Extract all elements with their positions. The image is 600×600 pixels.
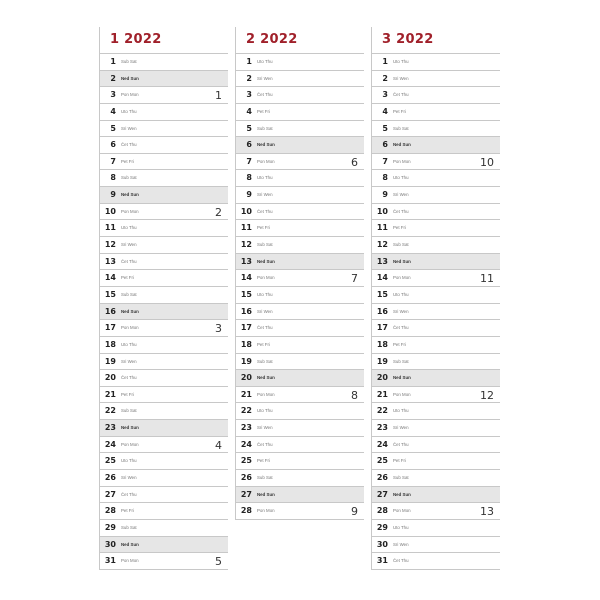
day-name: Pon Mon <box>393 391 411 397</box>
day-row-sunday <box>236 137 364 154</box>
day-name: Sri Wen <box>393 192 409 198</box>
week-number: 10 <box>480 155 494 169</box>
day-row <box>372 304 500 321</box>
day-name: Čet Thu <box>393 325 409 331</box>
day-name: Pet Fri <box>257 458 270 464</box>
day-number: 27 <box>104 489 116 499</box>
month-column-march <box>371 27 500 570</box>
day-number: 5 <box>382 123 388 133</box>
day-row <box>100 553 228 570</box>
day-row <box>100 220 228 237</box>
day-name: Pon Mon <box>121 325 139 331</box>
day-number: 4 <box>110 106 116 116</box>
day-number: 26 <box>240 473 252 483</box>
day-row <box>372 54 500 71</box>
day-name: Sri Wen <box>393 75 409 81</box>
day-row <box>372 503 500 520</box>
day-row-sunday <box>100 537 228 554</box>
day-number: 1 <box>246 57 252 66</box>
day-name: Pon Mon <box>393 508 411 514</box>
day-name: Sri Wen <box>393 308 409 314</box>
day-name: Ned Sun <box>393 142 411 148</box>
week-number: 3 <box>215 322 222 336</box>
day-name: Čet Thu <box>121 258 137 264</box>
day-number: 19 <box>376 356 388 366</box>
day-row <box>372 420 500 437</box>
day-name: Ned Sun <box>121 192 139 198</box>
day-name: Pon Mon <box>121 208 139 214</box>
day-name: Sub Sat <box>121 291 137 297</box>
day-row <box>236 220 364 237</box>
day-row-sunday <box>100 420 228 437</box>
day-number: 5 <box>110 123 116 133</box>
day-row <box>100 137 228 154</box>
day-number: 28 <box>240 506 252 516</box>
day-number: 8 <box>382 173 388 183</box>
day-row <box>372 287 500 304</box>
day-name: Uto Thu <box>121 458 137 464</box>
day-row <box>100 54 228 71</box>
day-name: Uto Thu <box>393 175 409 181</box>
day-number: 6 <box>110 140 116 150</box>
day-name: Pet Fri <box>121 275 134 281</box>
month-title: 3 2022 <box>372 27 500 54</box>
day-name: Uto Thu <box>121 108 137 114</box>
day-number: 29 <box>376 522 388 532</box>
week-number: 13 <box>480 505 494 519</box>
day-name: Pon Mon <box>257 508 275 514</box>
day-name: Sub Sat <box>393 125 409 131</box>
day-name: Sri Wen <box>257 192 273 198</box>
day-name: Pet Fri <box>393 108 406 114</box>
day-name: Pet Fri <box>121 508 134 514</box>
day-row <box>372 121 500 138</box>
day-name: Sub Sat <box>121 175 137 181</box>
day-row-sunday <box>100 71 228 88</box>
day-number: 18 <box>240 339 252 349</box>
day-name: Pon Mon <box>121 441 139 447</box>
day-row <box>100 87 228 104</box>
day-name: Ned Sun <box>121 308 139 314</box>
day-name: Sri Wen <box>121 125 137 131</box>
day-number: 22 <box>240 406 252 416</box>
week-number: 7 <box>351 272 358 286</box>
day-number: 23 <box>240 423 252 433</box>
day-number: 14 <box>240 273 252 283</box>
day-row <box>236 87 364 104</box>
day-number: 17 <box>104 323 116 333</box>
week-number: 2 <box>215 205 222 219</box>
day-name: Pet Fri <box>393 225 406 231</box>
day-row <box>236 453 364 470</box>
day-name: Čet Thu <box>121 142 137 148</box>
day-row <box>100 254 228 271</box>
day-number: 23 <box>104 423 116 433</box>
day-number: 23 <box>376 423 388 433</box>
day-number: 2 <box>382 73 388 83</box>
day-name: Sub Sat <box>257 125 273 131</box>
day-row-sunday <box>236 254 364 271</box>
day-row <box>372 520 500 537</box>
day-row <box>100 337 228 354</box>
day-row <box>372 337 500 354</box>
day-name: Sri Wen <box>393 541 409 547</box>
week-number: 6 <box>351 155 358 169</box>
day-name: Sub Sat <box>393 242 409 248</box>
day-row <box>236 420 364 437</box>
day-row <box>372 87 500 104</box>
day-row <box>236 187 364 204</box>
day-row <box>100 387 228 404</box>
day-row <box>372 320 500 337</box>
day-name: Sub Sat <box>121 524 137 530</box>
day-name: Sri Wen <box>121 358 137 364</box>
day-name: Sub Sat <box>257 242 273 248</box>
day-row <box>236 403 364 420</box>
day-number: 18 <box>104 339 116 349</box>
day-number: 1 <box>110 57 116 66</box>
day-row <box>100 520 228 537</box>
day-row <box>100 270 228 287</box>
day-name: Pet Fri <box>257 108 270 114</box>
day-number: 8 <box>246 173 252 183</box>
day-row <box>100 121 228 138</box>
day-row-sunday <box>100 187 228 204</box>
week-number: 11 <box>480 272 494 286</box>
day-name: Ned Sun <box>257 142 275 148</box>
day-name: Sri Wen <box>257 308 273 314</box>
day-name: Ned Sun <box>393 375 411 381</box>
day-name: Sri Wen <box>121 475 137 481</box>
day-row-sunday <box>372 370 500 387</box>
day-number: 16 <box>240 306 252 316</box>
day-row-sunday <box>100 304 228 321</box>
day-row <box>100 437 228 454</box>
day-name: Pon Mon <box>121 92 139 98</box>
day-row <box>372 154 500 171</box>
day-name: Sri Wen <box>257 75 273 81</box>
week-number: 8 <box>351 388 358 402</box>
day-number: 7 <box>110 156 116 166</box>
day-row <box>236 121 364 138</box>
day-number: 25 <box>240 456 252 466</box>
day-name: Pet Fri <box>393 341 406 347</box>
day-number: 21 <box>376 389 388 399</box>
day-row <box>236 270 364 287</box>
day-number: 2 <box>246 73 252 83</box>
day-row <box>100 503 228 520</box>
day-row-sunday <box>372 254 500 271</box>
day-number: 12 <box>240 240 252 250</box>
day-row <box>236 337 364 354</box>
day-name: Čet Thu <box>393 441 409 447</box>
day-number: 10 <box>376 206 388 216</box>
day-name: Čet Thu <box>257 208 273 214</box>
day-row <box>100 104 228 121</box>
week-number: 4 <box>215 438 222 452</box>
day-number: 13 <box>376 256 388 266</box>
day-number: 24 <box>376 439 388 449</box>
day-name: Uto Thu <box>257 408 273 414</box>
day-row <box>236 170 364 187</box>
month-title: 2 2022 <box>236 27 364 54</box>
day-name: Pon Mon <box>257 158 275 164</box>
day-number: 6 <box>382 140 388 150</box>
day-name: Sri Wen <box>393 425 409 431</box>
day-name: Ned Sun <box>257 491 275 497</box>
day-row <box>100 154 228 171</box>
day-name: Pet Fri <box>393 458 406 464</box>
day-row <box>236 154 364 171</box>
day-number: 9 <box>246 190 252 200</box>
day-number: 12 <box>104 240 116 250</box>
week-number: 12 <box>480 388 494 402</box>
day-number: 10 <box>104 206 116 216</box>
day-name: Uto Thu <box>121 341 137 347</box>
day-row <box>100 287 228 304</box>
day-row <box>372 537 500 554</box>
day-name: Uto Thu <box>393 291 409 297</box>
day-number: 5 <box>246 123 252 133</box>
day-name: Ned Sun <box>121 75 139 81</box>
day-row <box>372 237 500 254</box>
day-row <box>236 354 364 371</box>
day-name: Pon Mon <box>393 158 411 164</box>
day-row <box>100 204 228 221</box>
day-number: 19 <box>240 356 252 366</box>
day-number: 12 <box>376 240 388 250</box>
day-number: 17 <box>240 323 252 333</box>
day-row <box>372 453 500 470</box>
day-number: 15 <box>376 289 388 299</box>
day-number: 14 <box>376 273 388 283</box>
day-number: 4 <box>246 106 252 116</box>
day-row <box>236 287 364 304</box>
day-name: Sub Sat <box>121 408 137 414</box>
day-name: Sub Sat <box>393 358 409 364</box>
day-row <box>372 104 500 121</box>
day-number: 27 <box>240 489 252 499</box>
day-number: 15 <box>240 289 252 299</box>
week-number: 9 <box>351 505 358 519</box>
day-name: Uto Thu <box>121 225 137 231</box>
day-number: 7 <box>246 156 252 166</box>
day-number: 15 <box>104 289 116 299</box>
day-name: Čet Thu <box>121 491 137 497</box>
day-name: Ned Sun <box>121 541 139 547</box>
day-name: Čet Thu <box>393 208 409 214</box>
day-name: Pon Mon <box>257 275 275 281</box>
day-number: 21 <box>240 389 252 399</box>
month-column-february <box>235 27 364 520</box>
day-number: 4 <box>382 106 388 116</box>
day-number: 13 <box>104 256 116 266</box>
day-name: Ned Sun <box>393 258 411 264</box>
day-row <box>372 71 500 88</box>
day-name: Čet Thu <box>393 92 409 98</box>
day-number: 24 <box>104 439 116 449</box>
day-row <box>236 237 364 254</box>
day-name: Sub Sat <box>121 59 137 64</box>
week-number: 5 <box>215 555 222 569</box>
day-number: 16 <box>104 306 116 316</box>
day-row <box>236 104 364 121</box>
day-row <box>100 470 228 487</box>
day-number: 24 <box>240 439 252 449</box>
day-number: 20 <box>104 373 116 383</box>
day-number: 27 <box>376 489 388 499</box>
day-row <box>236 503 364 520</box>
month-title: 1 2022 <box>100 27 228 54</box>
day-name: Čet Thu <box>121 375 137 381</box>
day-number: 7 <box>382 156 388 166</box>
day-row <box>236 71 364 88</box>
day-row-sunday <box>372 487 500 504</box>
day-name: Čet Thu <box>257 441 273 447</box>
day-number: 3 <box>382 90 388 100</box>
day-number: 26 <box>104 473 116 483</box>
day-number: 9 <box>382 190 388 200</box>
day-number: 20 <box>376 373 388 383</box>
day-name: Sub Sat <box>393 475 409 481</box>
day-number: 18 <box>376 339 388 349</box>
day-name: Pon Mon <box>121 558 139 564</box>
day-number: 26 <box>376 473 388 483</box>
day-number: 3 <box>246 90 252 100</box>
day-name: Pet Fri <box>121 158 134 164</box>
day-row <box>236 54 364 71</box>
day-row <box>236 387 364 404</box>
day-row-sunday <box>372 137 500 154</box>
day-row <box>100 487 228 504</box>
day-number: 16 <box>376 306 388 316</box>
day-number: 13 <box>240 256 252 266</box>
day-name: Ned Sun <box>393 491 411 497</box>
day-number: 21 <box>104 389 116 399</box>
day-number: 3 <box>110 90 116 100</box>
day-row <box>100 237 228 254</box>
day-name: Pet Fri <box>121 391 134 397</box>
day-row-sunday <box>236 487 364 504</box>
day-name: Uto Thu <box>257 291 273 297</box>
day-row <box>372 170 500 187</box>
day-name: Uto Thu <box>393 408 409 414</box>
day-row <box>372 437 500 454</box>
day-number: 6 <box>246 140 252 150</box>
day-number: 31 <box>104 556 116 566</box>
day-number: 28 <box>104 506 116 516</box>
day-name: Uto Thu <box>393 59 409 64</box>
day-row <box>236 320 364 337</box>
day-number: 11 <box>240 223 252 233</box>
day-row <box>372 470 500 487</box>
day-number: 10 <box>240 206 252 216</box>
day-name: Ned Sun <box>121 425 139 431</box>
day-name: Uto Thu <box>393 524 409 530</box>
day-name: Ned Sun <box>257 375 275 381</box>
day-row <box>372 387 500 404</box>
day-row <box>372 204 500 221</box>
day-number: 11 <box>104 223 116 233</box>
day-row <box>236 470 364 487</box>
day-row <box>100 453 228 470</box>
day-number: 31 <box>376 556 388 566</box>
day-row <box>372 403 500 420</box>
day-number: 14 <box>104 273 116 283</box>
day-number: 11 <box>376 223 388 233</box>
day-number: 22 <box>104 406 116 416</box>
day-row <box>372 220 500 237</box>
day-name: Sri Wen <box>121 242 137 248</box>
day-name: Uto Thu <box>257 59 273 64</box>
day-name: Sub Sat <box>257 475 273 481</box>
day-number: 17 <box>376 323 388 333</box>
day-number: 2 <box>110 73 116 83</box>
month-column-january <box>99 27 228 570</box>
day-number: 30 <box>376 539 388 549</box>
day-row <box>372 270 500 287</box>
day-number: 22 <box>376 406 388 416</box>
day-name: Pet Fri <box>257 341 270 347</box>
day-row <box>100 403 228 420</box>
day-row <box>236 437 364 454</box>
day-row <box>100 370 228 387</box>
day-name: Pet Fri <box>257 225 270 231</box>
day-name: Čet Thu <box>257 92 273 98</box>
day-number: 1 <box>382 57 388 66</box>
day-name: Sri Wen <box>257 425 273 431</box>
day-number: 29 <box>104 522 116 532</box>
day-name: Ned Sun <box>257 258 275 264</box>
day-number: 28 <box>376 506 388 516</box>
day-row <box>372 553 500 570</box>
day-name: Čet Thu <box>393 558 409 564</box>
day-name: Pon Mon <box>257 391 275 397</box>
week-number: 1 <box>215 89 222 103</box>
day-name: Uto Thu <box>257 175 273 181</box>
day-row <box>100 320 228 337</box>
day-number: 25 <box>104 456 116 466</box>
day-number: 19 <box>104 356 116 366</box>
day-number: 8 <box>110 173 116 183</box>
day-name: Pon Mon <box>393 275 411 281</box>
day-row-sunday <box>236 370 364 387</box>
day-name: Čet Thu <box>257 325 273 331</box>
day-number: 25 <box>376 456 388 466</box>
day-row <box>100 170 228 187</box>
day-number: 20 <box>240 373 252 383</box>
day-number: 30 <box>104 539 116 549</box>
day-name: Sub Sat <box>257 358 273 364</box>
day-row <box>372 187 500 204</box>
day-row <box>236 204 364 221</box>
day-row <box>100 354 228 371</box>
day-row <box>236 304 364 321</box>
day-number: 9 <box>110 190 116 200</box>
day-row <box>372 354 500 371</box>
